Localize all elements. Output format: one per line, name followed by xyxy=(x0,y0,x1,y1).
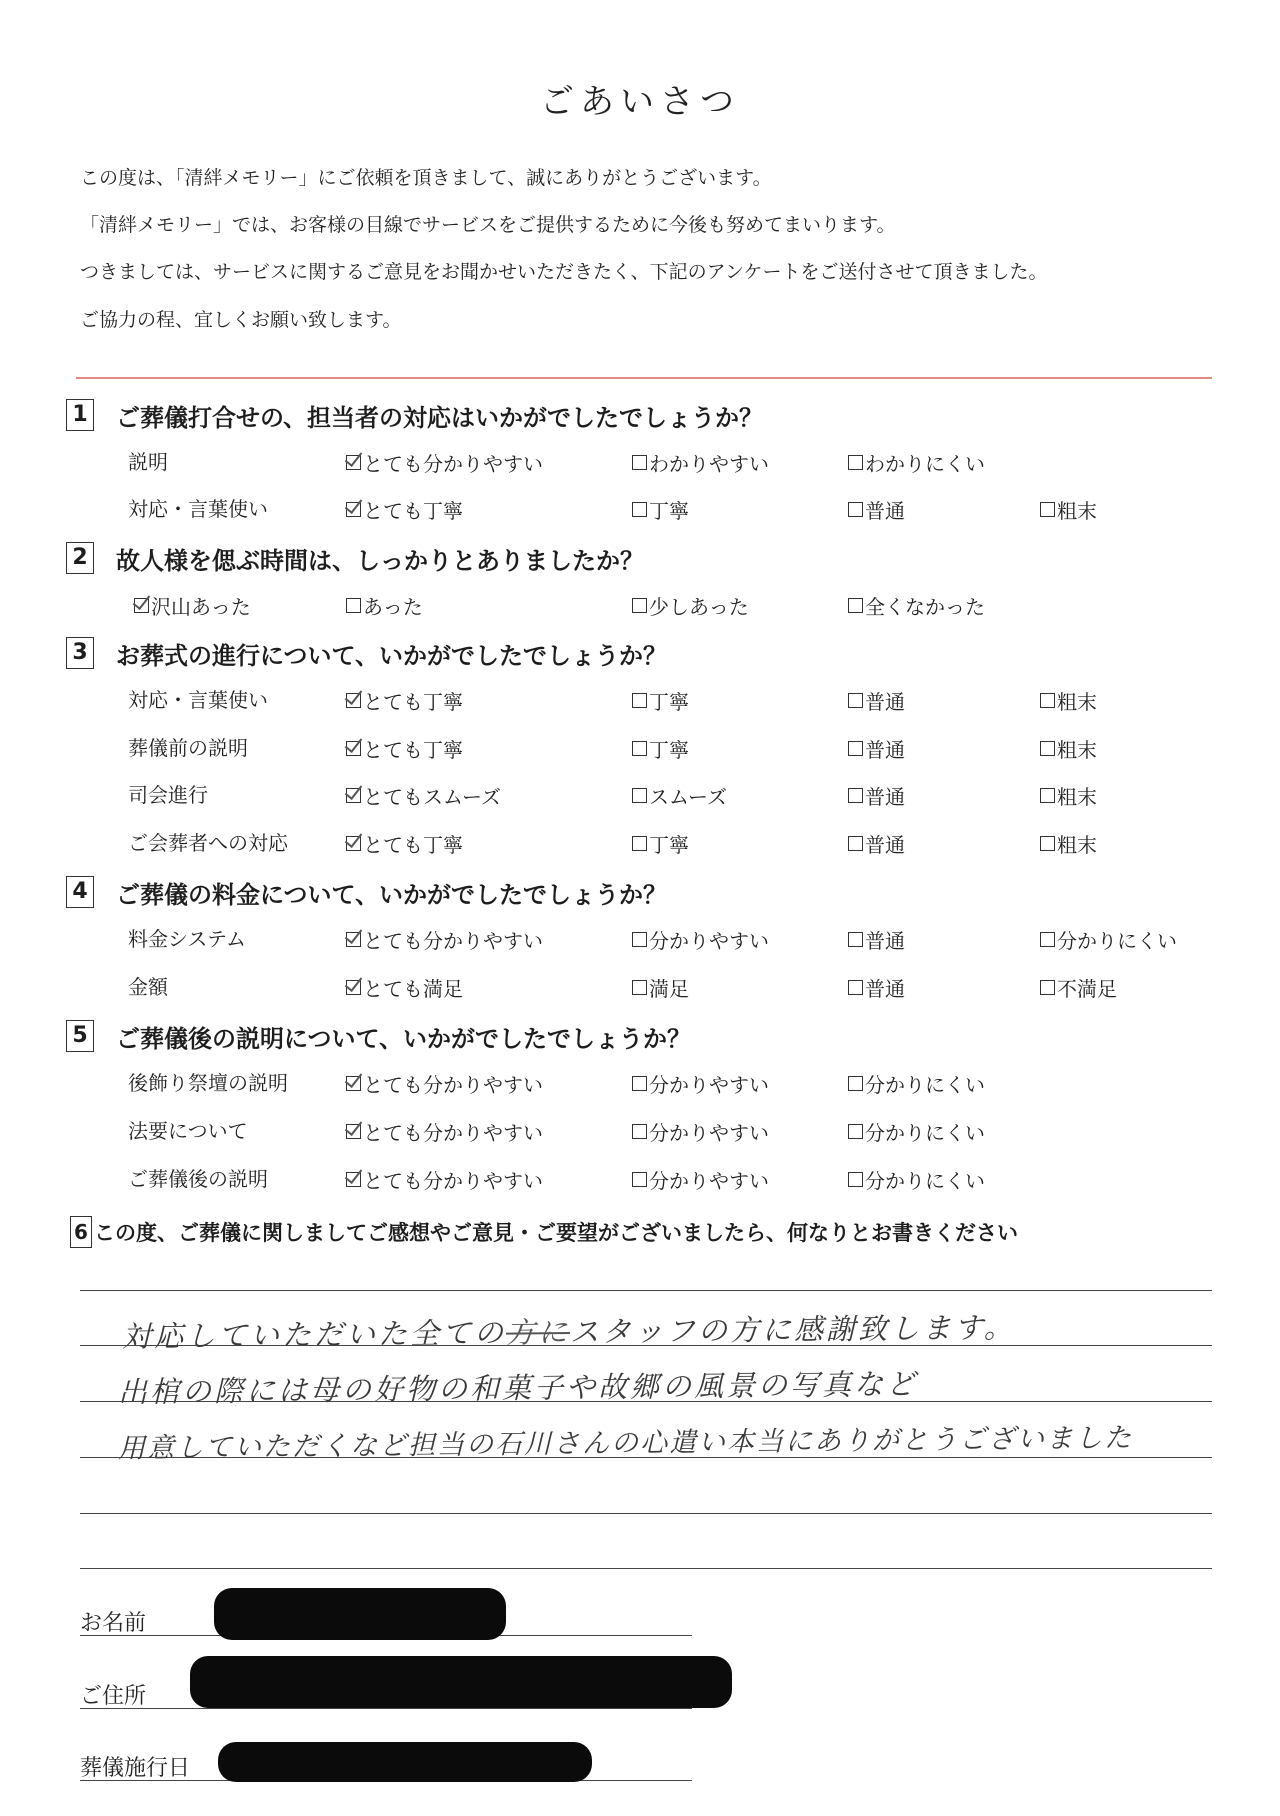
checkbox-1-0-2[interactable] xyxy=(632,598,647,613)
checkbox-3-1-3[interactable] xyxy=(1040,980,1055,995)
option[interactable] xyxy=(848,828,905,858)
checkbox-4-2-1[interactable] xyxy=(632,1172,647,1187)
option[interactable] xyxy=(632,924,769,954)
option-label: わかりにくい xyxy=(865,451,985,476)
page-title: ごあいさつ xyxy=(540,82,740,122)
option[interactable] xyxy=(346,972,463,1002)
question-2 xyxy=(66,538,644,578)
option-label: 丁寧 xyxy=(649,498,689,523)
option-label: 不満足 xyxy=(1057,976,1117,1001)
option[interactable] xyxy=(848,1068,985,1098)
option-label: 普通 xyxy=(865,737,905,762)
checkbox-0-1-3[interactable] xyxy=(1040,502,1055,517)
question-text: 故人様を偲ぶ時間は、しっかりとありましたか？ xyxy=(116,546,644,575)
option-label: スムーズ xyxy=(649,784,727,809)
option[interactable] xyxy=(632,685,689,715)
question-1 xyxy=(66,395,763,435)
option-label: 普通 xyxy=(865,928,905,953)
checkbox-2-3-1[interactable] xyxy=(632,836,647,851)
row-label: 後飾り祭壇の説明 xyxy=(128,1071,288,1095)
option-label: とても丁寧 xyxy=(363,689,463,714)
option-label: とても分かりやすい xyxy=(363,928,543,953)
checkbox-0-1-1[interactable] xyxy=(632,502,647,517)
option[interactable] xyxy=(848,494,905,524)
comment-text: スタッフの方に感謝致します。 xyxy=(569,1310,1016,1349)
option[interactable] xyxy=(632,494,689,524)
option-label: とても分かりやすい xyxy=(363,451,543,476)
option[interactable] xyxy=(632,1164,769,1194)
option[interactable] xyxy=(346,447,543,477)
comment-line xyxy=(80,1513,1212,1514)
checkbox-2-0-0[interactable] xyxy=(346,693,361,708)
checkbox-3-0-3[interactable] xyxy=(1040,932,1055,947)
option-label: 普通 xyxy=(865,498,905,523)
option[interactable] xyxy=(346,828,463,858)
option-label: とても丁寧 xyxy=(363,832,463,857)
option-label: 普通 xyxy=(865,689,905,714)
question-number: 4 xyxy=(66,876,94,908)
row-label: 対応・言葉使い xyxy=(128,497,268,521)
option[interactable] xyxy=(1040,924,1177,954)
question-5 xyxy=(66,1016,691,1056)
checkbox-3-0-1[interactable] xyxy=(632,932,647,947)
intro-line-4: ご協力の程、宜しくお願い致します。 xyxy=(80,309,402,331)
option[interactable] xyxy=(346,494,463,524)
option-label: とても分かりやすい xyxy=(363,1072,543,1097)
checkbox-3-0-0[interactable] xyxy=(346,932,361,947)
option-label: 丁寧 xyxy=(649,832,689,857)
checkbox-1-0-3[interactable] xyxy=(848,598,863,613)
option-label: 全くなかった xyxy=(865,594,985,619)
checkbox-4-0-1[interactable] xyxy=(632,1076,647,1091)
option[interactable] xyxy=(848,733,905,763)
option[interactable] xyxy=(632,828,689,858)
intro-line-3: つきましては、サービスに関するご意見をお聞かせいただきたく、下記のアンケートをご送付させて頂きました。 xyxy=(80,261,1048,283)
checkbox-3-0-2[interactable] xyxy=(848,932,863,947)
comment-line xyxy=(80,1568,1212,1569)
row-label: 法要について xyxy=(128,1119,248,1143)
option-label: 沢山あった xyxy=(151,594,251,619)
option[interactable] xyxy=(848,1164,985,1194)
checkbox-0-0-2[interactable] xyxy=(848,455,863,470)
question-text: ご葬儀後の説明について、いかがでしたでしょうか？ xyxy=(116,1024,692,1053)
divider-line xyxy=(76,377,1212,379)
comment-text: 対応していただいた全ての xyxy=(121,1315,507,1354)
handwritten-comment-line-2: 出棺の際には母の好物の和菓子や故郷の風景の写真など xyxy=(117,1366,919,1410)
checkbox-3-1-1[interactable] xyxy=(632,980,647,995)
option[interactable] xyxy=(632,733,689,763)
checkbox-2-2-2[interactable] xyxy=(848,788,863,803)
option[interactable] xyxy=(848,924,905,954)
handwritten-comment-line-1 xyxy=(122,1305,1016,1355)
option-label: とても満足 xyxy=(363,976,463,1001)
checkbox-0-1-0[interactable] xyxy=(346,502,361,517)
checkbox-2-0-3[interactable] xyxy=(1040,693,1055,708)
option[interactable] xyxy=(134,590,251,620)
option-label: あった xyxy=(363,594,423,619)
row-label: 対応・言葉使い xyxy=(128,688,268,712)
option[interactable] xyxy=(1040,972,1117,1002)
option[interactable] xyxy=(848,1116,985,1146)
date-label: 葬儀施行日 xyxy=(80,1756,191,1781)
option-label: 少しあった xyxy=(649,594,749,619)
option-label: 粗末 xyxy=(1057,689,1097,714)
checkbox-2-3-2[interactable] xyxy=(848,836,863,851)
intro-line-1: この度は、「清絆メモリー」にご依頼を頂きまして、誠にありがとうございます。 xyxy=(80,167,772,189)
checkbox-4-0-2[interactable] xyxy=(848,1076,863,1091)
option[interactable] xyxy=(632,780,727,810)
option-label: わかりやすい xyxy=(649,451,769,476)
question-number: 1 xyxy=(66,399,94,431)
option[interactable] xyxy=(346,685,463,715)
question-text: ご葬儀打合せの、担当者の対応はいかがでしたでしょうか？ xyxy=(116,403,764,432)
option[interactable] xyxy=(848,780,905,810)
struck-text: 方に xyxy=(505,1314,571,1350)
option[interactable] xyxy=(848,447,985,477)
option[interactable] xyxy=(848,685,905,715)
checkbox-3-1-2[interactable] xyxy=(848,980,863,995)
option[interactable] xyxy=(848,972,905,1002)
address-label: ご住所 xyxy=(80,1684,147,1709)
option-label: とてもスムーズ xyxy=(363,784,501,809)
intro-line-2: 「清絆メモリー」では、お客様の目線でサービスをご提供するために今後も努めてまいります。 xyxy=(80,214,896,236)
option[interactable] xyxy=(1040,494,1097,524)
option[interactable] xyxy=(632,447,769,477)
checkbox-0-1-2[interactable] xyxy=(848,502,863,517)
checkbox-1-0-0[interactable] xyxy=(134,598,149,613)
row-label: 金額 xyxy=(128,975,168,999)
option-label: 満足 xyxy=(649,976,689,1001)
row-label: 司会進行 xyxy=(128,783,208,807)
checkbox-2-2-3[interactable] xyxy=(1040,788,1055,803)
address-field-line[interactable] xyxy=(80,1708,692,1709)
date-redaction xyxy=(218,1742,592,1782)
option[interactable] xyxy=(346,1068,543,1098)
checkbox-3-1-0[interactable] xyxy=(346,980,361,995)
option[interactable] xyxy=(848,590,985,620)
option-label: 分かりにくい xyxy=(865,1168,985,1193)
option[interactable] xyxy=(1040,733,1097,763)
option[interactable] xyxy=(1040,828,1097,858)
question-text: お葬式の進行について、いかがでしたでしょうか？ xyxy=(116,641,668,670)
handwritten-comment-line-3: 用意していただくなど担当の石川さんの心遣い本当にありがとうございました xyxy=(117,1422,1134,1465)
question-number: 5 xyxy=(66,1020,94,1052)
checkbox-4-2-0[interactable] xyxy=(346,1172,361,1187)
option-label: 普通 xyxy=(865,976,905,1001)
checkbox-2-1-3[interactable] xyxy=(1040,741,1055,756)
option[interactable] xyxy=(1040,780,1097,810)
row-label: 葬儀前の説明 xyxy=(128,736,248,760)
name-label: お名前 xyxy=(80,1611,147,1636)
option-label: とても丁寧 xyxy=(363,737,463,762)
checkbox-2-0-2[interactable] xyxy=(848,693,863,708)
option[interactable] xyxy=(632,972,689,1002)
option-label: 粗末 xyxy=(1057,737,1097,762)
checkbox-2-1-0[interactable] xyxy=(346,741,361,756)
option-label: とても分かりやすい xyxy=(363,1120,543,1145)
option-label: 粗末 xyxy=(1057,832,1097,857)
question-number: 3 xyxy=(66,637,94,669)
checkbox-4-1-1[interactable] xyxy=(632,1124,647,1139)
checkbox-1-0-1[interactable] xyxy=(346,598,361,613)
checkbox-2-0-1[interactable] xyxy=(632,693,647,708)
option[interactable] xyxy=(346,733,463,763)
question-number: 2 xyxy=(66,542,94,574)
name-redaction xyxy=(214,1588,506,1640)
checkbox-2-3-3[interactable] xyxy=(1040,836,1055,851)
checkbox-4-0-0[interactable] xyxy=(346,1076,361,1091)
option-label: 丁寧 xyxy=(649,737,689,762)
question-4 xyxy=(66,872,667,912)
comment-line xyxy=(80,1290,1212,1291)
question-number: 6 xyxy=(70,1216,92,1248)
option-label: 粗末 xyxy=(1057,498,1097,523)
option-label: とても丁寧 xyxy=(363,498,463,523)
checkbox-2-3-0[interactable] xyxy=(346,836,361,851)
option[interactable] xyxy=(346,1116,543,1146)
row-label: ご葬儀後の説明 xyxy=(128,1167,268,1191)
question-text: この度、ご葬儀に関しましてご感想やご意見・ご要望がございましたら、何なりとお書きください xyxy=(94,1221,1018,1245)
checkbox-2-2-1[interactable] xyxy=(632,788,647,803)
option-label: 分かりにくい xyxy=(865,1072,985,1097)
option[interactable] xyxy=(346,1164,543,1194)
checkbox-4-1-0[interactable] xyxy=(346,1124,361,1139)
checkbox-4-2-2[interactable] xyxy=(848,1172,863,1187)
option[interactable] xyxy=(346,590,423,620)
question-6 xyxy=(70,1212,1018,1252)
option-label: とても分かりやすい xyxy=(363,1168,543,1193)
checkbox-2-1-2[interactable] xyxy=(848,741,863,756)
option-label: 分かりにくい xyxy=(865,1120,985,1145)
row-label: 説明 xyxy=(128,450,168,474)
option-label: 粗末 xyxy=(1057,784,1097,809)
option-label: 分かりやすい xyxy=(649,1168,769,1193)
option-label: 分かりやすい xyxy=(649,928,769,953)
address-redaction xyxy=(190,1656,732,1708)
question-3 xyxy=(66,633,667,673)
checkbox-2-1-1[interactable] xyxy=(632,741,647,756)
option-label: 普通 xyxy=(865,832,905,857)
option[interactable] xyxy=(632,1068,769,1098)
option-label: 分かりやすい xyxy=(649,1120,769,1145)
checkbox-2-2-0[interactable] xyxy=(346,788,361,803)
option[interactable] xyxy=(632,590,749,620)
row-label: 料金システム xyxy=(128,927,246,951)
option-label: 普通 xyxy=(865,784,905,809)
option-label: 分かりにくい xyxy=(1057,928,1177,953)
option[interactable] xyxy=(346,924,543,954)
row-label: ご会葬者への対応 xyxy=(128,831,288,855)
checkbox-4-1-2[interactable] xyxy=(848,1124,863,1139)
option[interactable] xyxy=(1040,685,1097,715)
option-label: 丁寧 xyxy=(649,689,689,714)
checkbox-0-0-1[interactable] xyxy=(632,455,647,470)
option[interactable] xyxy=(346,780,501,810)
option-label: 分かりやすい xyxy=(649,1072,769,1097)
option[interactable] xyxy=(632,1116,769,1146)
checkbox-0-0-0[interactable] xyxy=(346,455,361,470)
question-text: ご葬儀の料金について、いかがでしたでしょうか？ xyxy=(116,880,668,909)
